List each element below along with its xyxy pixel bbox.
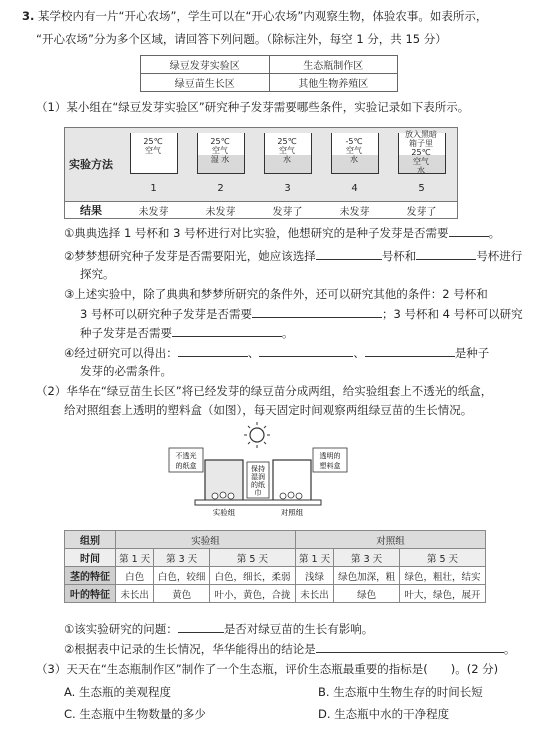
- leaf-cell: 黄色: [154, 585, 210, 603]
- area-cell: 绿豆发芽实验区: [141, 56, 270, 74]
- question-intro-line-1: [22, 8, 487, 24]
- control-group-header: 对照组: [295, 531, 485, 549]
- beaker-conditions: 25℃ 空气 水: [277, 137, 297, 164]
- q1-1-text: ①典典选择 1 号杯和 3 号杯进行对比实验，他想研究的是种子发芽是否需要: [64, 226, 449, 240]
- answer-blank[interactable]: [178, 620, 224, 633]
- q2-1-text-b: 是否对绿豆苗的生长有影响。: [223, 622, 374, 636]
- q1-2-text-d: 探究。: [80, 267, 115, 281]
- q1-4-line: [64, 344, 489, 361]
- q1-3-text-a: ③上述实验中，除了典典和梦梦所研究的条件外，还可以研究其他的条件：2 号杯和: [64, 287, 488, 301]
- intro-text-2: “开心农场”分为多个区域，请回答下列问题。（除标注外，每空 1 分，共 15 分）: [36, 32, 447, 46]
- area-cell: 绿豆苗生长区: [141, 74, 270, 92]
- answer-blank[interactable]: [259, 344, 353, 357]
- beaker-conditions: 25℃ 空气: [143, 137, 163, 155]
- label-opaque-2: 的纸盒: [175, 462, 197, 470]
- day-cell: 第 5 天: [209, 549, 295, 567]
- control-group-label: 对照组: [280, 508, 304, 517]
- paper-towel-label-line: 湿润: [251, 473, 265, 481]
- q1-3-text-c: ；3 号杯和 4 号杯可以研究: [381, 307, 523, 321]
- part3-prompt: （3）天天在“生态瓶制作区”制作了一个生态瓶，评价生态瓶最重要的指标是( )。(2 分): [36, 662, 499, 676]
- leaf-header: 叶的特征: [65, 585, 116, 603]
- experiment-group-label: 实验组: [212, 508, 236, 517]
- q1-4-text-d: 发芽的必需条件。: [80, 364, 172, 378]
- answer-blank[interactable]: [252, 305, 382, 318]
- day-cell: 第 5 天: [399, 549, 485, 567]
- q1-3-text-d: 种子发芽是否需要: [80, 326, 172, 340]
- growth-observation-table: [64, 530, 486, 603]
- leaf-cell: 未长出: [295, 585, 333, 603]
- beaker-conditions: -5℃ 空气 水: [345, 137, 363, 164]
- q1-1-line: ①典典选择 1 号杯和 3 号杯进行对比实验，他想研究的是种子发芽是否需要 。: [64, 226, 501, 240]
- result-cell: 未发芽: [339, 207, 370, 218]
- seedling-experiment-figure: [165, 422, 375, 520]
- paper-towel-label-line: 保持: [251, 465, 265, 473]
- part1-prompt: （1）某小组在“绿豆发芽实验区”研究种子发芽需要哪些条件，实验记录如下表所示。: [36, 100, 470, 114]
- question-number: 3.: [22, 9, 35, 23]
- q1-3-text-b: 3 号杯可以研究种子发芽是否需要: [80, 307, 252, 321]
- result-cell: 未发芽: [205, 207, 236, 218]
- group-header: 组别: [65, 531, 116, 549]
- answer-blank[interactable]: [178, 344, 248, 357]
- result-cell: 未发芽: [138, 207, 169, 218]
- area-cell: 生态瓶制作区: [269, 56, 398, 74]
- day-cell: 第 1 天: [295, 549, 333, 567]
- time-header: 时间: [65, 549, 116, 567]
- stem-cell: 绿色加深，粗: [334, 567, 400, 585]
- q1-2-text-a: ②梦梦想研究种子发芽是否需要阳光，她应该选择: [64, 249, 316, 263]
- day-cell: 第 3 天: [154, 549, 210, 567]
- beaker-number: 5: [418, 183, 425, 194]
- option-b[interactable]: B. 生态瓶中生物生存的时间长短: [318, 685, 483, 699]
- tray: [195, 500, 321, 505]
- option-d[interactable]: D. 生态瓶中水的干净程度: [318, 707, 450, 721]
- paper-towel-label-line: 的纸: [251, 481, 265, 489]
- stem-cell: 白色，较细: [154, 567, 210, 585]
- intro-text-1: 某学校内有一片“开心农场”，学生可以在“开心农场”内观察生物，体验农事。如表所示，: [38, 9, 488, 23]
- beaker-conditions: 放入黑暗 箱子里 25℃ 空气 水: [405, 130, 437, 175]
- paper-towel-label-line: 巾: [254, 489, 262, 497]
- q2-2-line: ②根据表中记录的生长情况，华华能得出的结论是 。: [64, 642, 516, 656]
- result-label: 结果: [80, 204, 102, 217]
- sun-icon: [244, 422, 270, 448]
- q1-4-text-c: 是种子: [454, 346, 490, 360]
- q1-3-line-3: 种子发芽是否需要 。: [80, 326, 294, 340]
- part2-prompt-2: 给对照组套上透明的塑料盒（如图），每天固定时间观察两组绿豆苗的生长情况。: [64, 403, 473, 417]
- stem-header: 茎的特征: [65, 567, 116, 585]
- result-cell: 发芽了: [406, 207, 437, 218]
- germination-experiment-table: [64, 127, 456, 219]
- q1-2-text-c: 号杯进行: [476, 249, 523, 263]
- method-label: 实验方法: [69, 158, 113, 171]
- beaker-number: 2: [217, 183, 224, 194]
- beaker-conditions: 25℃ 空气 湿 水: [210, 137, 230, 164]
- answer-blank[interactable]: [316, 247, 382, 260]
- leaf-cell: 绿色: [334, 585, 400, 603]
- label-transparent-2: 塑料盒: [319, 462, 341, 470]
- experiment-group-header: 实验组: [116, 531, 296, 549]
- stem-cell: 白色: [116, 567, 154, 585]
- day-cell: 第 1 天: [116, 549, 154, 567]
- leaf-cell: 未长出: [116, 585, 154, 603]
- answer-blank[interactable]: [172, 324, 282, 337]
- q1-2-text-b: 号杯和: [381, 249, 417, 263]
- day-cell: 第 3 天: [334, 549, 400, 567]
- answer-blank[interactable]: [449, 224, 489, 237]
- answer-blank[interactable]: [416, 247, 476, 260]
- option-a[interactable]: A. 生态瓶的美观程度: [64, 685, 171, 699]
- stem-cell: 浅绿: [295, 567, 333, 585]
- answer-blank[interactable]: [365, 344, 455, 357]
- label-opaque-1: 不透光: [175, 452, 197, 460]
- area-cell: 其他生物养殖区: [269, 74, 398, 92]
- q1-2-line: [64, 247, 522, 264]
- beaker-number: 4: [351, 183, 358, 194]
- q1-4-text-a: ④经过研究可以得出：: [64, 346, 178, 360]
- part2-prompt-1: （2）华华在“绿豆苗生长区”将已经发芽的绿豆苗分成两组，给实验组套上不透光的纸盒，: [36, 384, 493, 398]
- stem-cell: 绿色，粗壮，结实: [399, 567, 485, 585]
- q2-2-text: ②根据表中记录的生长情况，华华能得出的结论是: [64, 642, 316, 656]
- q1-4-text-b2: 、: [353, 346, 365, 360]
- q2-1-line: [64, 620, 373, 637]
- farm-areas-table: [140, 55, 398, 92]
- beaker-number: 3: [284, 183, 291, 194]
- q1-4-text-b: 、: [247, 346, 260, 360]
- answer-blank[interactable]: [316, 640, 504, 653]
- label-transparent-1: 透明的: [319, 452, 341, 460]
- stem-cell: 白色，细长，柔弱: [209, 567, 295, 585]
- option-c[interactable]: C. 生态瓶中生物数量的多少: [64, 707, 206, 721]
- q2-1-text-a: ①该实验研究的问题：: [64, 622, 178, 636]
- result-cell: 发芽了: [272, 207, 303, 218]
- beaker-number: 1: [150, 183, 157, 194]
- leaf-cell: 叶大，绿色，展开: [399, 585, 485, 603]
- leaf-cell: 叶小，黄色，合拢: [209, 585, 295, 603]
- q1-3-line-2: [80, 305, 523, 322]
